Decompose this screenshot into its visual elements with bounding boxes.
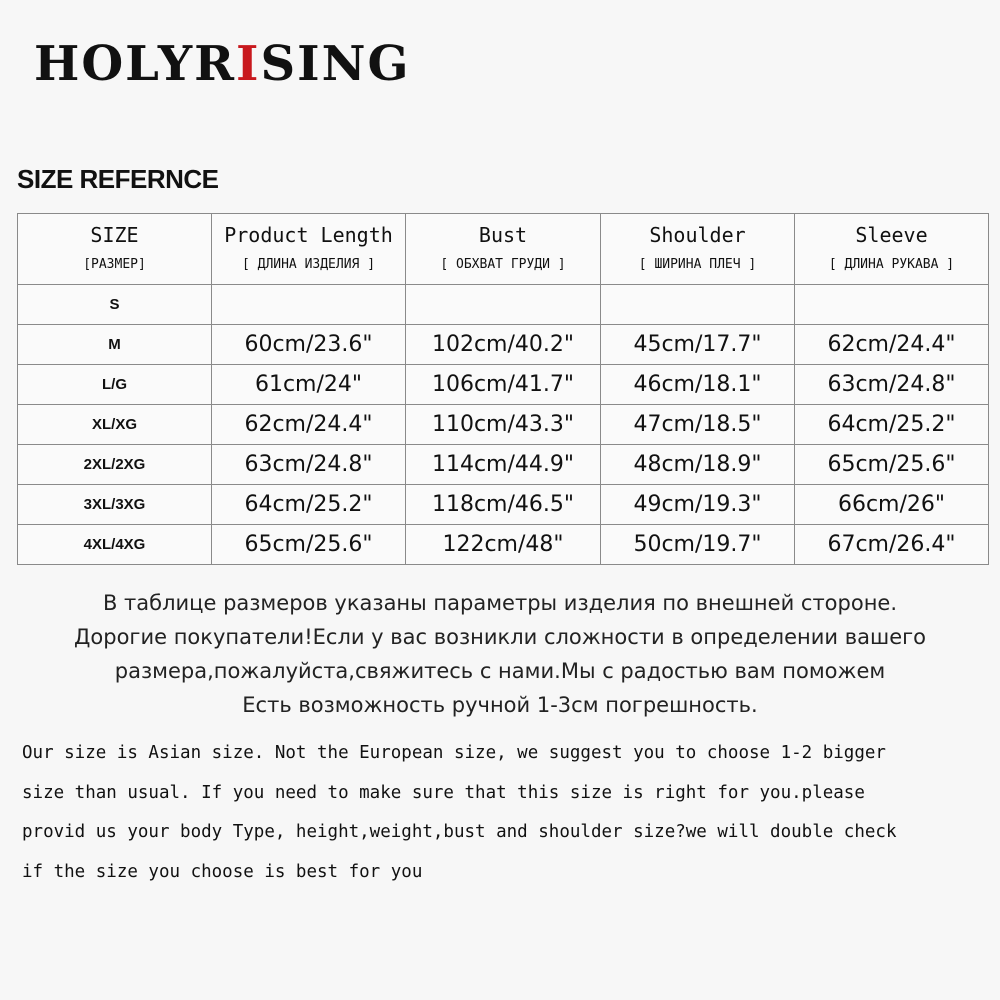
- product-length-cell: 60cm/23.6": [212, 325, 406, 365]
- shoulder-cell: 50cm/19.7": [601, 525, 795, 565]
- brand-logo-part2: SING: [260, 36, 411, 92]
- product-length-cell: 64cm/25.2": [212, 485, 406, 525]
- shoulder-cell: 46cm/18.1": [601, 365, 795, 405]
- header-size-label: SIZE: [90, 223, 139, 247]
- size-cell: 2XL/2XG: [18, 445, 212, 485]
- header-shoulder-label: Shoulder: [649, 223, 746, 247]
- sleeve-cell: 66cm/26": [795, 485, 989, 525]
- shoulder-cell: [601, 285, 795, 325]
- header-bust-sublabel: [ ОБХВАТ ГРУДИ ]: [440, 257, 566, 272]
- sleeve-cell: 64cm/25.2": [795, 405, 989, 445]
- header-sleeve: [795, 214, 989, 285]
- russian-note-line: Есть возможность ручной 1-3см погрешность.: [242, 693, 758, 717]
- size-cell: L/G: [18, 365, 212, 405]
- table-row: [18, 405, 989, 445]
- shoulder-cell: 45cm/17.7": [601, 325, 795, 365]
- section-title: SIZE REFERNCE: [17, 164, 219, 194]
- sleeve-cell: 67cm/26.4": [795, 525, 989, 565]
- shoulder-cell: 48cm/18.9": [601, 445, 795, 485]
- header-product-length: [212, 214, 406, 285]
- english-note-line: Our size is Asian size. Not the European size, we suggest you to choose 1-2 bigger: [22, 743, 886, 763]
- brand-logo: [34, 34, 410, 94]
- table-row: [18, 285, 989, 325]
- size-cell: S: [18, 285, 212, 325]
- russian-note-line: В таблице размеров указаны параметры изделия по внешней стороне.: [102, 591, 898, 615]
- english-note: [22, 734, 992, 892]
- bust-cell: 106cm/41.7": [406, 365, 601, 405]
- russian-note: [0, 586, 1000, 722]
- product-length-cell: 61cm/24": [212, 365, 406, 405]
- bust-cell: 118cm/46.5": [406, 485, 601, 525]
- product-length-cell: 62cm/24.4": [212, 405, 406, 445]
- header-size-sublabel: [РАЗМЕР]: [83, 257, 146, 272]
- table-row: [18, 485, 989, 525]
- product-length-cell: 63cm/24.8": [212, 445, 406, 485]
- size-table-body: [18, 285, 989, 565]
- header-bust: [406, 214, 601, 285]
- header-bust-label: Bust: [478, 223, 528, 247]
- shoulder-cell: 49cm/19.3": [601, 485, 795, 525]
- header-shoulder-sublabel: [ ШИРИНА ПЛЕЧ ]: [638, 257, 757, 272]
- size-table-header: [18, 214, 989, 285]
- sleeve-cell: [795, 285, 989, 325]
- header-shoulder: [601, 214, 795, 285]
- english-note-line: if the size you choose is best for you: [22, 861, 423, 882]
- size-cell: M: [18, 325, 212, 365]
- header-sleeve-label: Sleeve: [855, 223, 928, 247]
- bust-cell: 102cm/40.2": [406, 325, 601, 365]
- header-product-length-sublabel: [ ДЛИНА ИЗДЕЛИЯ ]: [241, 257, 376, 272]
- bust-cell: [406, 285, 601, 325]
- size-cell: 3XL/3XG: [18, 485, 212, 525]
- brand-logo-part1: HOLYR: [34, 36, 236, 92]
- header-row: [18, 214, 989, 285]
- product-length-cell: [212, 285, 406, 325]
- product-length-cell: 65cm/25.6": [212, 525, 406, 565]
- sleeve-cell: 65cm/25.6": [795, 445, 989, 485]
- header-sleeve-sublabel: [ ДЛИНА РУКАВА ]: [828, 257, 955, 272]
- english-note-line: size than usual. If you need to make sure that this size is right for you.please: [22, 782, 865, 803]
- table-row: [18, 325, 989, 365]
- header-size: [18, 214, 212, 285]
- table-row: [18, 525, 989, 565]
- size-table: [17, 213, 989, 565]
- table-row: [18, 445, 989, 485]
- bust-cell: 114cm/44.9": [406, 445, 601, 485]
- russian-note-line: размера,пожалуйста,свяжитесь с нами.Мы с радостью вам поможем: [114, 659, 886, 683]
- brand-logo-accent: I: [236, 36, 261, 92]
- shoulder-cell: 47cm/18.5": [601, 405, 795, 445]
- table-row: [18, 365, 989, 405]
- english-note-line: provid us your body Type, height,weight,bust and shoulder size?we will double check: [22, 822, 897, 842]
- bust-cell: 122cm/48": [406, 525, 601, 565]
- size-cell: 4XL/4XG: [18, 525, 212, 565]
- russian-note-line: Дорогие покупатели!Если у вас возникли сложности в определении вашего: [73, 625, 926, 649]
- header-product-length-label: Product Length: [224, 223, 393, 247]
- bust-cell: 110cm/43.3": [406, 405, 601, 445]
- sleeve-cell: 62cm/24.4": [795, 325, 989, 365]
- size-cell: XL/XG: [18, 405, 212, 445]
- sleeve-cell: 63cm/24.8": [795, 365, 989, 405]
